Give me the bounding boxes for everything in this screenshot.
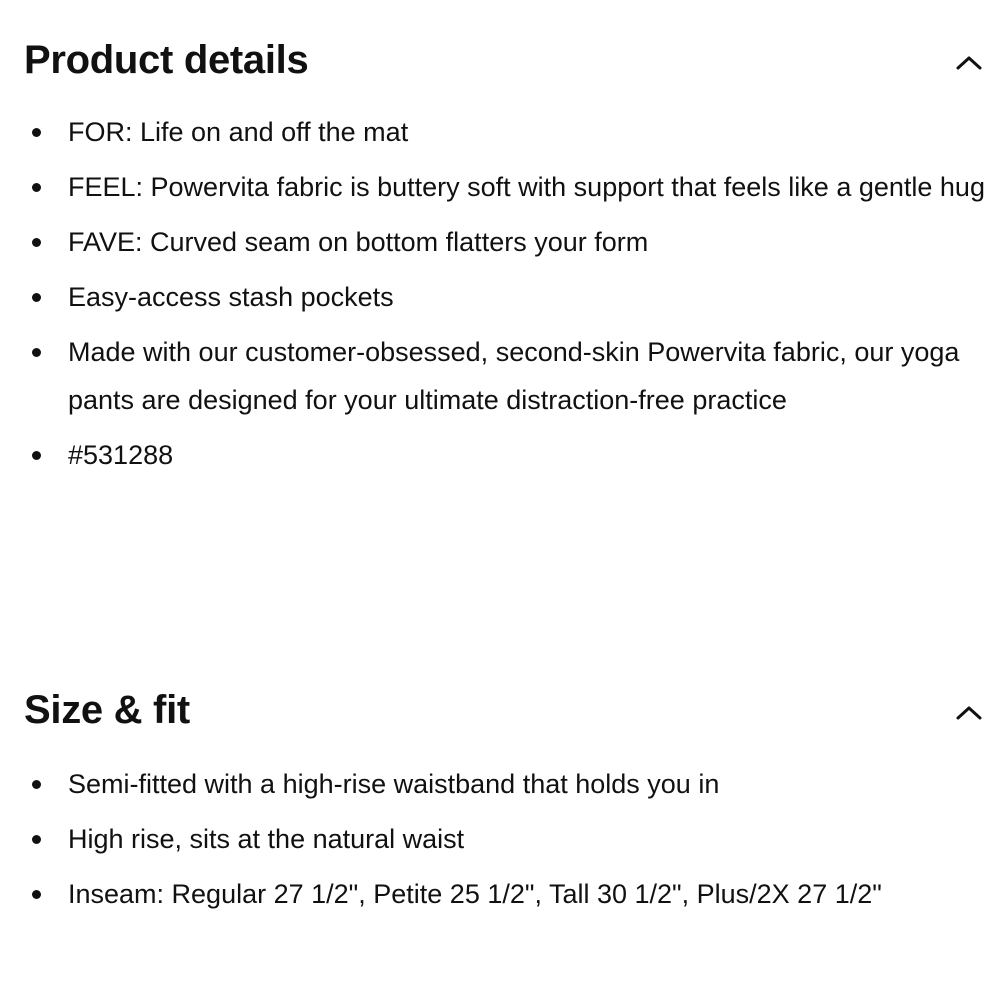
bullet-icon	[32, 451, 41, 460]
list-item-text: Easy-access stash pockets	[68, 282, 394, 312]
list-item	[24, 760, 986, 808]
list-item	[24, 870, 986, 918]
chevron-up-icon[interactable]	[952, 46, 986, 80]
bullet-icon	[32, 890, 41, 899]
list-item-text: FOR: Life on and off the mat	[68, 117, 409, 147]
list-item-text: Inseam: Regular 27 1/2", Petite 25 1/2", Tall 30 1/2", Plus/2X 27 1/2"	[68, 879, 882, 909]
list-item-text: Semi-fitted with a high-rise waistband that holds you in	[68, 769, 720, 799]
list-item-text: FEEL: Powervita fabric is buttery soft with support that feels like a gentle hug	[68, 172, 985, 202]
size-fit-header[interactable]	[24, 682, 986, 738]
bullet-icon	[32, 780, 41, 789]
list-item	[24, 431, 986, 479]
bullet-icon	[32, 238, 41, 247]
list-item	[24, 163, 986, 211]
product-details-header[interactable]	[24, 32, 986, 88]
list-item-text: Made with our customer-obsessed, second-skin Powervita fabric, our yoga pants are designed for your ultimate distraction-free practice	[68, 337, 960, 415]
bullet-icon	[32, 348, 41, 357]
list-item	[24, 328, 986, 424]
product-details-section	[24, 32, 986, 486]
list-item-text: FAVE: Curved seam on bottom flatters your form	[68, 227, 649, 257]
bullet-icon	[32, 835, 41, 844]
bullet-icon	[32, 183, 41, 192]
bullet-icon	[32, 293, 41, 302]
product-details-list	[24, 108, 986, 479]
size-fit-section	[24, 682, 986, 925]
chevron-up-icon[interactable]	[952, 696, 986, 730]
list-item-text: High rise, sits at the natural waist	[68, 824, 465, 854]
size-fit-title: Size & fit	[24, 687, 190, 732]
list-item-text: #531288	[68, 440, 174, 470]
size-fit-list	[24, 760, 986, 918]
list-item	[24, 108, 986, 156]
list-item	[24, 815, 986, 863]
list-item	[24, 218, 986, 266]
list-item	[24, 273, 986, 321]
product-details-title: Product details	[24, 37, 309, 82]
bullet-icon	[32, 128, 41, 137]
